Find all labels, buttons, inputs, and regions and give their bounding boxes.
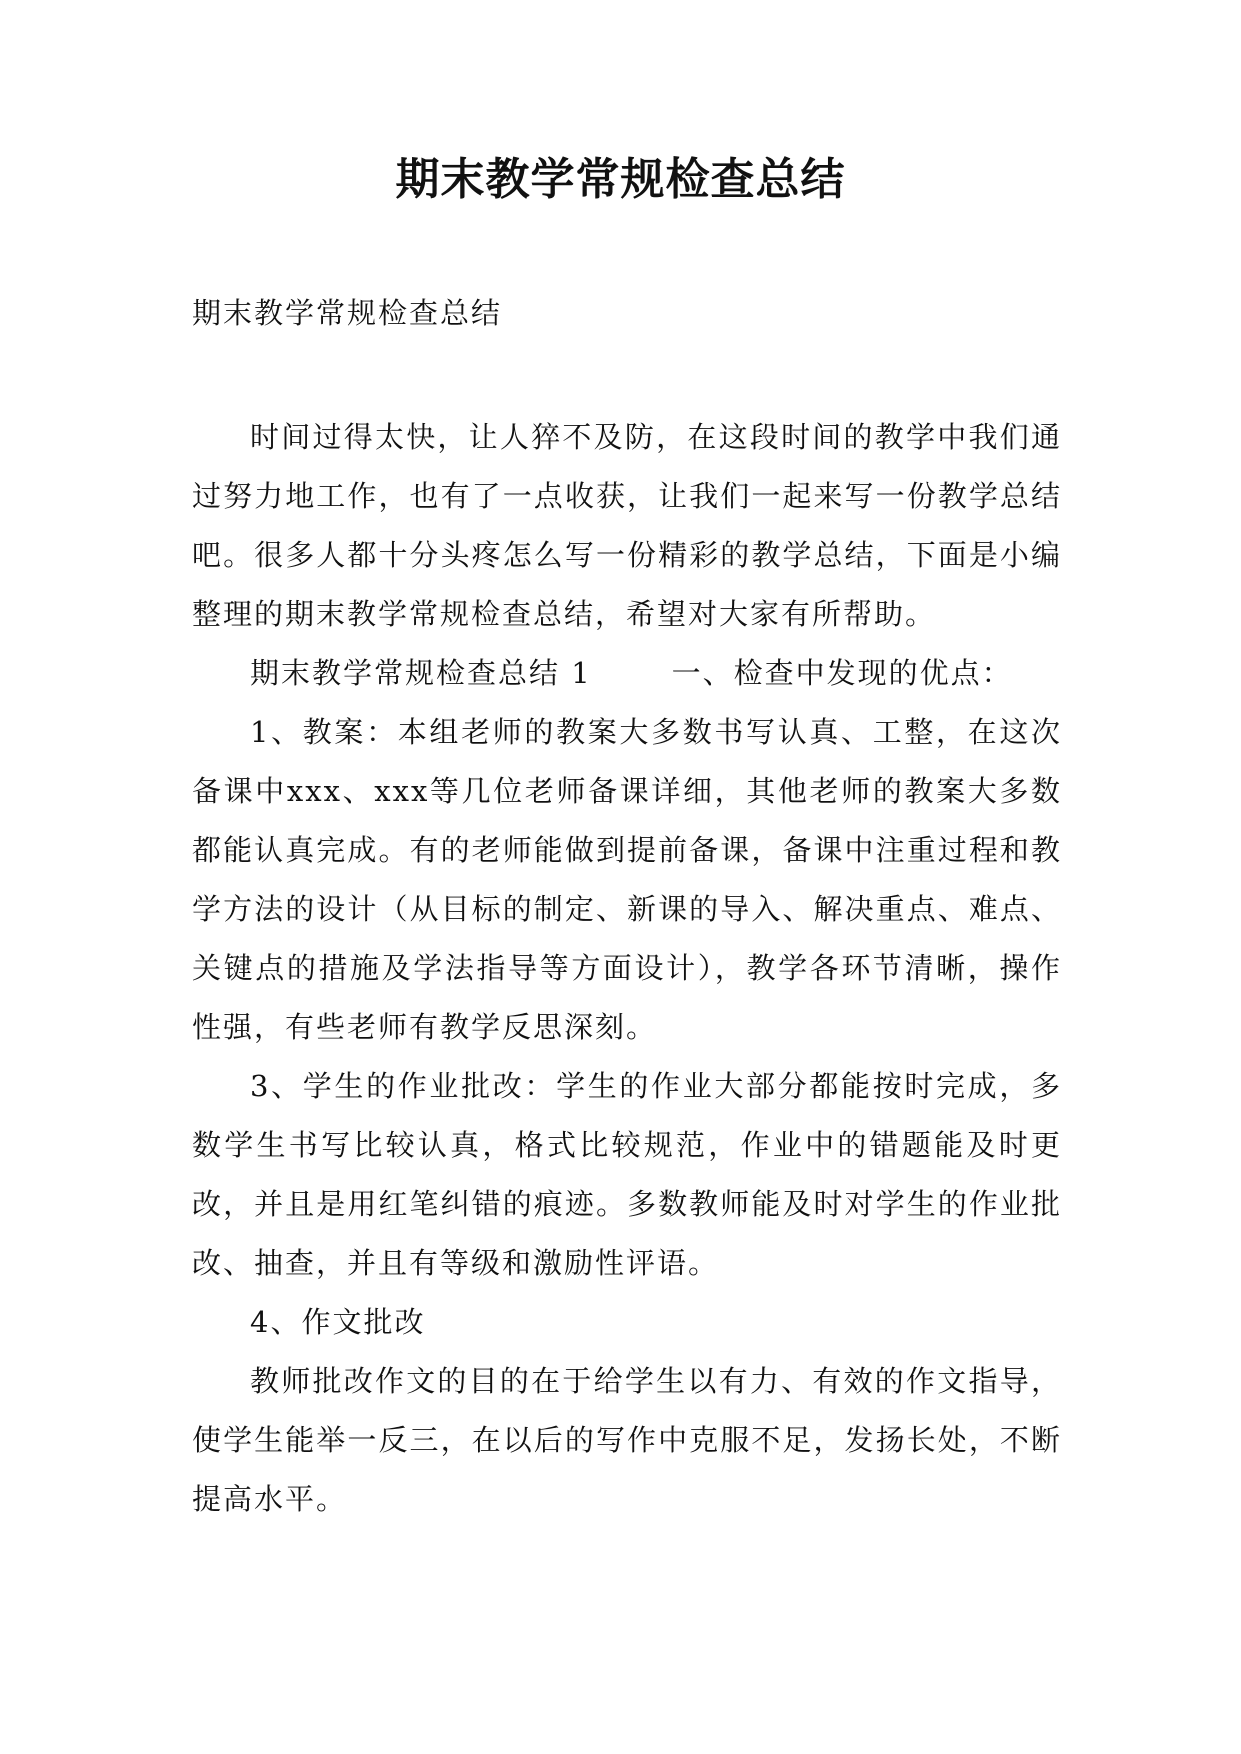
intro-paragraph: 时间过得太快，让人猝不及防，在这段时间的教学中我们通过努力地工作，也有了一点收获，让我们一起来写一份教学总结吧。很多人都十分头疼怎么写一份精彩的教学总结，下面是小编整理的期末教学常规检查总结，希望对大家有所帮助。	[192, 420, 1062, 631]
composition-heading: 4、作文批改	[250, 1305, 426, 1339]
document-title: 期末教学常规检查总结	[395, 154, 846, 205]
homework-paragraph: 3、学生的作业批改：学生的作业大部分都能按时完成，多数学生书写比较认真，格式比较规范，作业中的错题能及时更改，并且是用红笔纠错的痕迹。多数教师能及时对学生的作业批改、抽查，并且有等级和激励性评语。	[192, 1069, 1062, 1280]
document-subtitle: 期末教学常规检查总结	[192, 296, 503, 330]
section-heading: 期末教学常规检查总结 1	[250, 656, 592, 690]
composition-paragraph: 教师批改作文的目的在于给学生以有力、有效的作文指导，使学生能举一反三，在以后的写作中克服不足，发扬长处，不断提高水平。	[192, 1364, 1062, 1516]
lesson-plan-paragraph: 1、教案：本组老师的教案大多数书写认真、工整，在这次备课中xxx、xxx等几位老师备课详细，其他老师的教案大多数都能认真完成。有的老师能做到提前备课，备课中注重过程和教学方法的设计（从目标的制定、新课的导入、解决重点、难点、关键点的措施及学法指导等方面设计），教学各环节清晰，操作性强，有些老师有教学反思深刻。	[192, 715, 1062, 1044]
section-heading-line	[192, 644, 1062, 703]
section-point: 一、检查中发现的优点：	[671, 656, 1013, 690]
document-body	[192, 408, 1062, 1529]
